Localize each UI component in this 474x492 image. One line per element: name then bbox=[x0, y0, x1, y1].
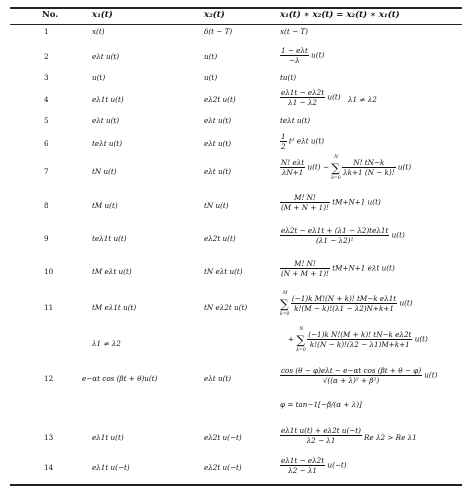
fraction-numerator: cos (θ − φ)eλt − e−αt cos (βt + θ − φ) bbox=[281, 366, 421, 375]
fraction-denominator: k!(N − k)!(λ2 − λ1)M+k+1 bbox=[309, 340, 410, 349]
x2-cell: tN u(t) bbox=[204, 201, 229, 210]
x1-cell: e−αt cos (βt + θ)u(t) bbox=[82, 374, 158, 383]
fraction-denominator: 2 bbox=[281, 142, 286, 151]
result-tail: tM+N+1 eλt u(t) bbox=[332, 263, 395, 273]
x1-cell: eλt u(t) bbox=[92, 116, 120, 125]
row-number: 5 bbox=[44, 116, 49, 125]
fraction-denominator: (M + N + 1)! bbox=[281, 203, 329, 212]
fraction-denominator: λk+1 (N − k)! bbox=[343, 168, 395, 177]
x1-cell: eλ1t u(−t) bbox=[92, 463, 130, 472]
result-tail: u(t) bbox=[391, 230, 405, 240]
result-tail: u(t) bbox=[399, 298, 413, 308]
result-cell bbox=[280, 366, 437, 385]
row-number: 6 bbox=[44, 139, 49, 148]
row-number: 8 bbox=[44, 201, 49, 210]
x1-cell: tM eλ1t u(t) bbox=[92, 303, 137, 312]
x1-cell: teλt u(t) bbox=[92, 139, 122, 148]
x2-cell: δ(t − T) bbox=[204, 27, 233, 36]
row-number: 10 bbox=[44, 267, 54, 276]
result-cell: x(t − T) bbox=[280, 27, 308, 36]
result-cell bbox=[280, 426, 362, 445]
x2-cell: eλt u(t) bbox=[204, 139, 232, 148]
x1-cell: u(t) bbox=[92, 73, 106, 82]
condition-note: λ1 ≠ λ2 bbox=[348, 95, 377, 104]
fraction-numerator: (−1)k N!(M + k)! tN−k eλ2t bbox=[308, 330, 412, 339]
result-cell: teλt u(t) bbox=[280, 116, 310, 125]
result-tail: t² eλt u(t) bbox=[288, 136, 325, 146]
header-x2: x₂(t) bbox=[204, 10, 225, 20]
result-cell bbox=[280, 154, 412, 181]
sum-upper: N bbox=[299, 326, 304, 332]
fraction-denominator: λN+1 bbox=[281, 168, 304, 177]
row-number: 2 bbox=[44, 52, 49, 61]
row-number: 14 bbox=[44, 463, 54, 472]
fraction-denominator: λ2 − λ1 bbox=[288, 466, 317, 475]
x1-cell: eλ1t u(t) bbox=[92, 433, 124, 442]
result-cell bbox=[280, 290, 413, 317]
result-cell bbox=[280, 132, 324, 151]
condition-note: Re λ2 > Re λ1 bbox=[364, 433, 417, 442]
x2-cell: eλ2t u(−t) bbox=[204, 433, 242, 442]
row-number: 1 bbox=[44, 27, 49, 36]
result-cell bbox=[280, 193, 381, 212]
sum-upper: M bbox=[283, 290, 288, 296]
sum-upper: N bbox=[334, 154, 339, 160]
fraction-denominator: (N + M + 1)! bbox=[281, 269, 329, 278]
fraction-numerator: M! N! bbox=[280, 259, 330, 269]
x1-cell: eλ1t u(t) bbox=[92, 95, 124, 104]
fraction-numerator: eλ1t − eλ2t bbox=[281, 456, 325, 465]
sum-lower: k=0 bbox=[296, 347, 306, 353]
x1-cell: eλt u(t) bbox=[92, 52, 120, 61]
fraction-numerator: 1 − eλt bbox=[281, 46, 308, 55]
result-cell bbox=[280, 46, 324, 65]
fraction-numerator: (−1)k M!(N + k)! tM−k eλ1t bbox=[291, 294, 397, 303]
x2-cell: eλ2t u(−t) bbox=[204, 463, 242, 472]
result-mid: u(t) − bbox=[307, 162, 329, 172]
summation-icon: ∑ M k=0 bbox=[280, 290, 290, 317]
result-tail: tM+N+1 u(t) bbox=[332, 197, 381, 207]
sum-lower: k=0 bbox=[331, 175, 341, 181]
x1-cell: teλ1t u(t) bbox=[92, 234, 127, 243]
x2-cell: eλt u(t) bbox=[204, 167, 232, 176]
x1-cell: x(t) bbox=[92, 27, 105, 36]
phase-definition: φ = tan−1[−β/(α + λ)] bbox=[280, 400, 362, 409]
fraction-numerator: N! eλt bbox=[281, 158, 305, 167]
fraction-numerator: N! tN−k bbox=[342, 158, 396, 168]
fraction-denominator: (λ1 − λ2)² bbox=[316, 236, 354, 245]
row-number: 13 bbox=[44, 433, 54, 442]
x1-cell: tM eλt u(t) bbox=[92, 267, 132, 276]
row-number: 11 bbox=[44, 303, 54, 312]
result-tail: u(−t) bbox=[327, 460, 347, 470]
header-no: No. bbox=[42, 10, 59, 20]
result-mid: + bbox=[288, 334, 295, 344]
result-tail: u(t) bbox=[327, 92, 341, 102]
result-tail: u(t) bbox=[424, 370, 438, 380]
top-rule bbox=[10, 7, 462, 9]
result-cell bbox=[280, 259, 395, 278]
sum-lower: k=0 bbox=[280, 311, 290, 317]
fraction-denominator: √((α + λ)² + β²) bbox=[322, 376, 380, 385]
result-cell bbox=[280, 88, 341, 107]
header-rule bbox=[10, 24, 462, 25]
bottom-rule bbox=[10, 484, 462, 486]
summation-icon: ∑ N k=0 bbox=[331, 154, 341, 181]
fraction-numerator: eλ2t − eλ1t + (λ1 − λ2)teλ1t bbox=[281, 226, 389, 235]
summation-icon: ∑ N k=0 bbox=[296, 326, 306, 353]
x2-cell: eλ2t u(t) bbox=[204, 234, 236, 243]
result-cell bbox=[280, 226, 405, 245]
result-cell: tu(t) bbox=[280, 73, 297, 82]
result-cell bbox=[280, 456, 347, 475]
result-tail: u(t) bbox=[414, 334, 428, 344]
fraction-denominator: −λ bbox=[289, 56, 300, 65]
result-cell bbox=[288, 326, 428, 353]
x1-cell: tM u(t) bbox=[92, 201, 118, 210]
x2-cell: eλt u(t) bbox=[204, 374, 232, 383]
row-number: 4 bbox=[44, 95, 49, 104]
fraction-denominator: λ1 − λ2 bbox=[288, 98, 317, 107]
result-tail: u(t) bbox=[311, 50, 325, 60]
x2-cell: u(t) bbox=[204, 73, 218, 82]
x2-cell: tN eλt u(t) bbox=[204, 267, 243, 276]
x1-cell: λ1 ≠ λ2 bbox=[92, 339, 121, 348]
row-number: 12 bbox=[44, 374, 54, 383]
x2-cell: tN eλ2t u(t) bbox=[204, 303, 248, 312]
row-number: 9 bbox=[44, 234, 49, 243]
fraction-denominator: λ2 − λ1 bbox=[306, 436, 336, 445]
result-tail: u(t) bbox=[397, 162, 412, 172]
row-number: 7 bbox=[44, 167, 49, 176]
x2-cell: u(t) bbox=[204, 52, 218, 61]
x2-cell: eλt u(t) bbox=[204, 116, 232, 125]
row-number: 3 bbox=[44, 73, 49, 82]
header-convolution: x₁(t) ∗ x₂(t) = x₂(t) ∗ x₁(t) bbox=[280, 10, 400, 20]
fraction-denominator: k!(M − k)!(λ1 − λ2)N+k+1 bbox=[294, 304, 394, 313]
fraction-numerator: eλ1t − eλ2t bbox=[281, 88, 325, 97]
x1-cell: tN u(t) bbox=[92, 167, 117, 176]
fraction-numerator: 1 bbox=[281, 132, 286, 141]
header-x1: x₁(t) bbox=[92, 10, 113, 20]
fraction-numerator: M! N! bbox=[280, 193, 330, 203]
x2-cell: eλ2t u(t) bbox=[204, 95, 236, 104]
fraction-numerator: eλ1t u(t) + eλ2t u(−t) bbox=[281, 426, 361, 435]
